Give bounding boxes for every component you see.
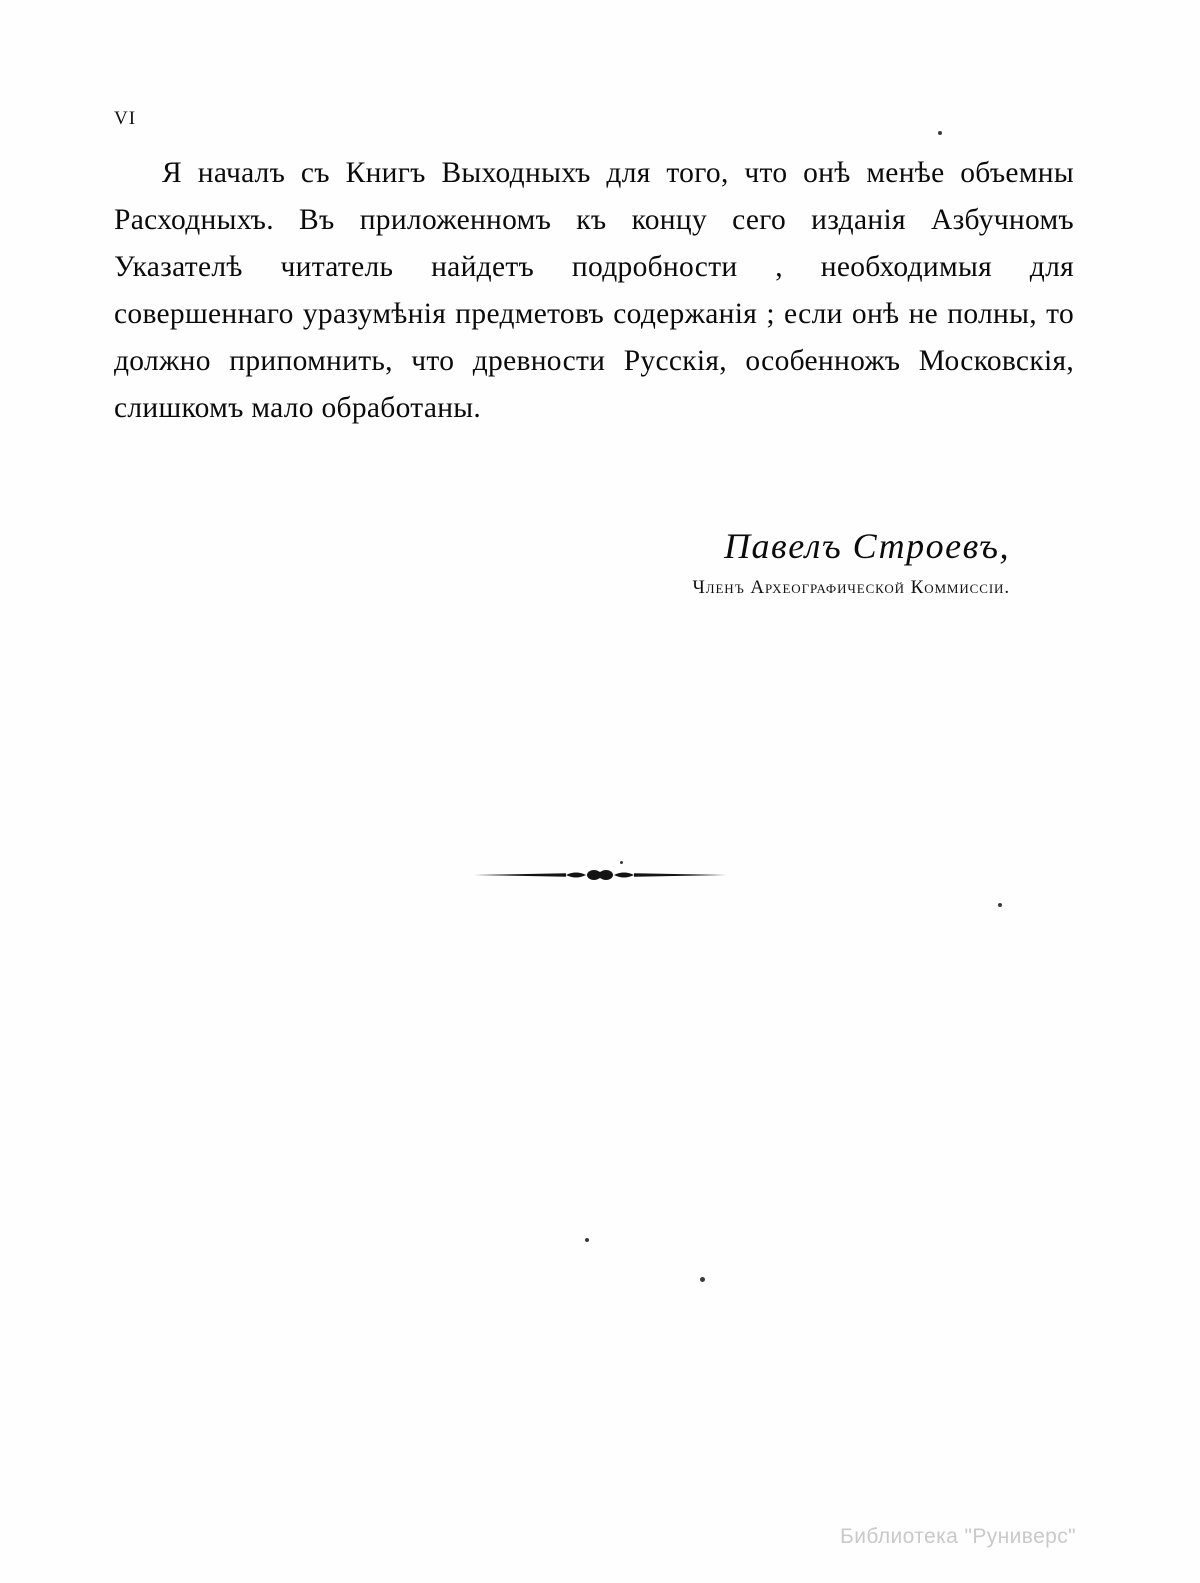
divider-ornament [0,862,1200,888]
signature-name: Павелъ Строевъ, [724,526,1010,566]
body-text-block [114,150,1074,432]
signature-block [0,525,1010,599]
library-watermark: Библиотека "Руниверс" [840,1525,1076,1548]
signature-role: Членъ Археографической Коммиссіи. [692,577,1010,598]
page-number: VI [114,108,137,129]
paragraph-text: Я начaлъ съ Книгъ Выходныхъ для того, что онѣ менѣе объемны Расходныхъ. Въ приложенномъ къ концу сего изданія Азбучномъ Указателѣ читатель найдетъ подробности , необходимыя для совершеннаго уразумѣнія предметовъ содержанія ; если онѣ не полны, то должно припомнить, что древности Русскія, особенножъ Московскія, слишкомъ мало обработаны. [114,157,1074,424]
